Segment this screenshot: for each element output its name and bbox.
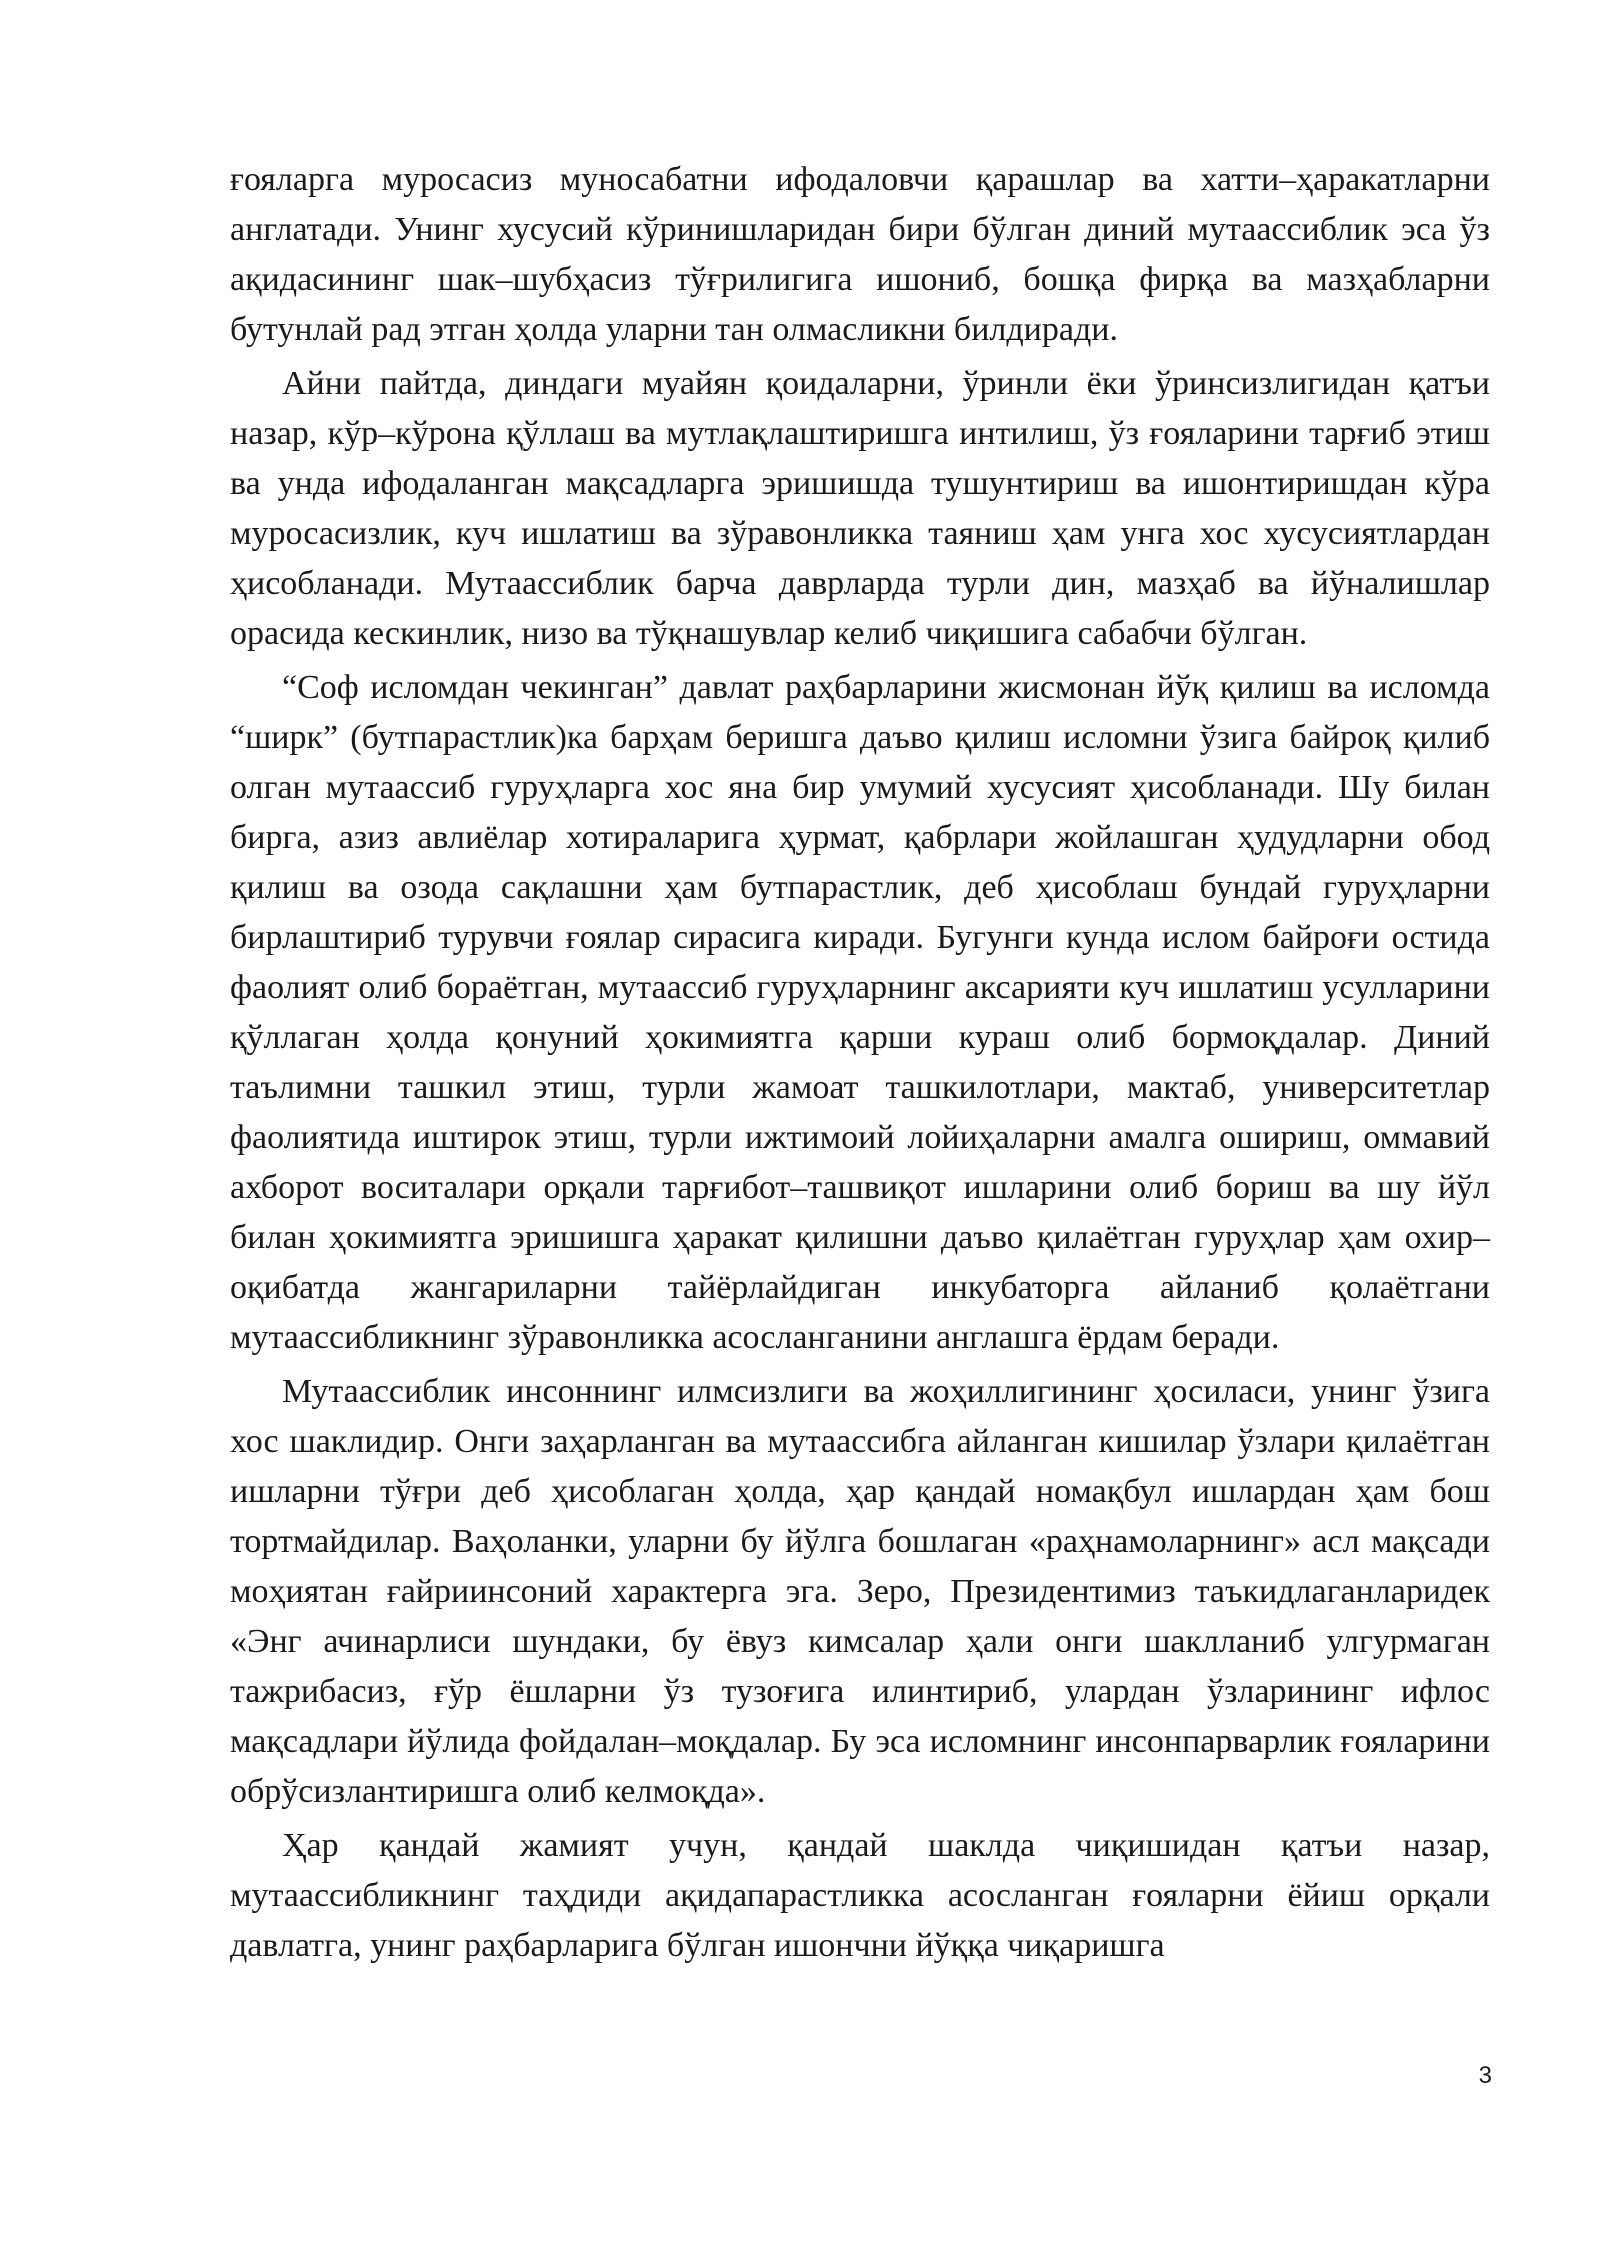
paragraph-5: Ҳар қандай жамият учун, қандай шаклда чиқишидан қатъи назар, мутаассибликнинг таҳдиди ақидапарастликка асосланган ғояларни ёйиш орқали давлатга, унинг раҳбарларига бўлган ишончни йўққа чиқаришга bbox=[230, 1827, 1490, 1964]
paragraph-4: Мутаассиблик инсоннинг илмсизлиги ва жоҳиллигининг ҳосиласи, унинг ўзига хос шаклидир. Онги заҳарланган ва мутаассибга айланган кишилар ўзлари қилаётган ишларни тўғри деб ҳисоблаган ҳолда, ҳар қандай номақбул ишлардан ҳам бош тортмайдилар. Ваҳоланки, уларни бу йўлга бошлаган «раҳнамоларнинг» асл мақсади моҳиятан ғайриинсоний характерга эга. Зеро, Президентимиз таъкидлаганларидек «Энг ачинарлиси шундаки, бу ёвуз кимсалар ҳали онги шаклланиб улгурмаган тажрибасиз, ғўр ёшларни ўз тузоғига илинтириб, улардан ўзларининг ифлос мақсадлари йўлида фойдалан–моқдалар. Бу эса исломнинг инсонпарварлик ғояларини обрўсизлантиришга олиб келмоқда». bbox=[230, 1373, 1490, 1810]
body-text bbox=[230, 155, 1490, 1975]
page-number: 3 bbox=[1478, 2062, 1492, 2089]
paragraph-1: ғояларга муросасиз муносабатни ифодаловчи қарашлар ва хатти–ҳаракатларни англатади. Унинг хусусий кўринишларидан бири бўлган диний мутаассиблик эса ўз ақидасининг шак–шубҳасиз тўғрилигига ишониб, бошқа фирқа ва мазҳабларни бутунлай рад этган ҳолда уларни тан олмасликни билдиради. bbox=[230, 161, 1490, 348]
paragraph-2: Айни пайтда, диндаги муайян қоидаларни, ўринли ёки ўринсизлигидан қатъи назар, кўр–кўрона қўллаш ва мутлақлаштиришга интилиш, ўз ғояларини тарғиб этиш ва унда ифодаланган мақсадларга эришишда тушунтириш ва ишонтиришдан кўра муросасизлик, куч ишлатиш ва зўравонликка таяниш ҳам унга хос хусусиятлардан ҳисобланади. Мутаассиблик барча даврларда турли дин, мазҳаб ва йўналишлар орасида кескинлик, низо ва тўқнашувлар келиб чиқишига сабабчи бўлган. bbox=[230, 365, 1490, 652]
paragraph-3: “Соф исломдан чекинган” давлат раҳбарларини жисмонан йўқ қилиш ва исломда “ширк” (бутпарастлик)ка барҳам беришга даъво қилиш исломни ўзига байроқ қилиб олган мутаассиб гуруҳларга хос яна бир умумий хусусият ҳисобланади. Шу билан бирга, азиз авлиёлар хотираларига ҳурмат, қабрлари жойлашган ҳудудларни обод қилиш ва озода сақлашни ҳам бутпарастлик, деб ҳисоблаш бундай гуруҳларни бирлаштириб турувчи ғоялар сирасига киради. Бугунги кунда ислом байроғи остида фаолият олиб бораётган, мутаассиб гуруҳларнинг аксарияти куч ишлатиш усулларини қўллаган ҳолда қонуний ҳокимиятга қарши кураш олиб бормоқдалар. Диний таълимни ташкил этиш, турли жамоат ташкилотлари, мактаб, университетлар фаолиятида иштирок этиш, турли ижтимоий лойиҳаларни амалга ошириш, оммавий ахборот воситалари орқали тарғибот–ташвиқот ишларини олиб бориш ва шу йўл билан ҳокимиятга эришишга ҳаракат қилишни даъво қилаётган гуруҳлар ҳам охир–оқибатда жангариларни тайёрлайдиган инкубаторга айланиб қолаётгани мутаассибликнинг зўравонликка асосланганини англашга ёрдам беради. bbox=[230, 669, 1490, 1356]
